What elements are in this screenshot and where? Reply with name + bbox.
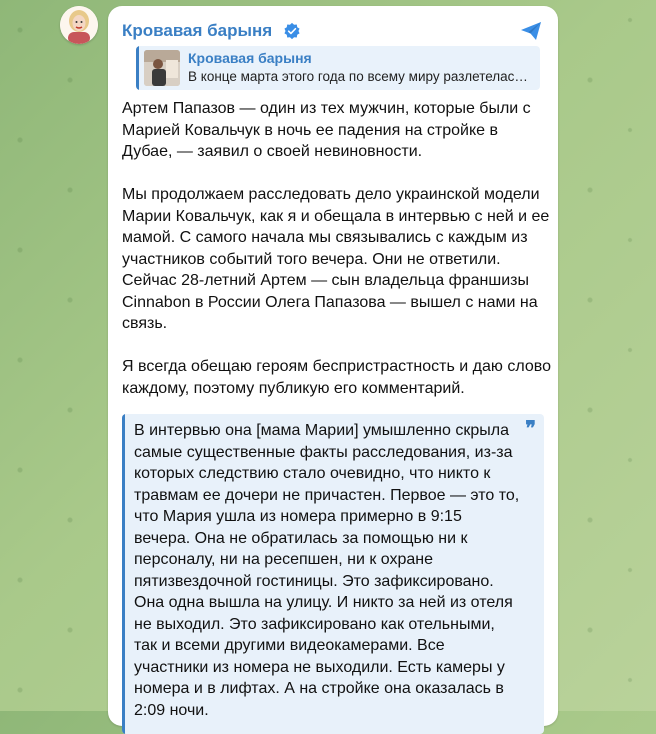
message-paragraph-2: Мы продолжаем расследовать дело украинской модели Марии Ковальчук, как я и обещала в интервью с ней и ее мамой. С самого начала мы связывались с каждым из участников событий того вечера. Они не ответили. Сейчас 28-летний Артем — сын владельца франшизы Cinnabon в России Олега Папазова — вышел с нами на связь. [122, 186, 550, 332]
verified-badge-icon [283, 22, 301, 40]
message-paragraph-3: Я всегда обещаю героям беспристрастность и даю слово каждому, поэтому публикую его комментарий. [122, 358, 551, 397]
channel-avatar[interactable] [60, 6, 98, 44]
message-header [122, 20, 544, 44]
channel-name[interactable]: Кровавая барыня [122, 21, 273, 40]
quote-text: В интервью она [мама Марии] умышленно скрыла самые существенные факты расследования, из-за которых следствию стало очевидно, что никто к травмам ее дочери не причастен. Первое — это то, что Мария ушла из номера примерно в 9:15 вечера. Она не обратилась за помощью ни к персоналу, ни на ресепшен, ни к охране пятизвездочной гостиницы. Это зафиксировано. Она одна вышла на улицу. И никто за ней из отеля не выходил. Это зафиксировано как отельными, так и всеми другими видеокамерами. Все участники из номера не выходили. Есть камеры у номера и в лифтах. А на стройке она оказалась в 2:09 ночи. [134, 422, 520, 719]
reply-text: В конце марта этого года по всему миру разлетелас… [188, 69, 528, 84]
quote-mark-icon: ❞ [525, 418, 536, 440]
reply-accent-bar [136, 46, 139, 90]
message-card [108, 6, 558, 726]
reply-preview[interactable] [136, 46, 540, 90]
share-arrow-icon[interactable] [518, 18, 544, 44]
message-body [122, 98, 552, 421]
blockquote [122, 414, 544, 734]
reply-title: Кровавая барыня [188, 50, 312, 66]
message-paragraph-1: Артем Папазов — один из тех мужчин, которые были с Марией Ковальчук в ночь ее падения на стройке в Дубае, — заявил о своей невиновности. [122, 100, 531, 160]
reply-thumbnail [144, 50, 180, 86]
quote-accent-bar [122, 414, 125, 734]
